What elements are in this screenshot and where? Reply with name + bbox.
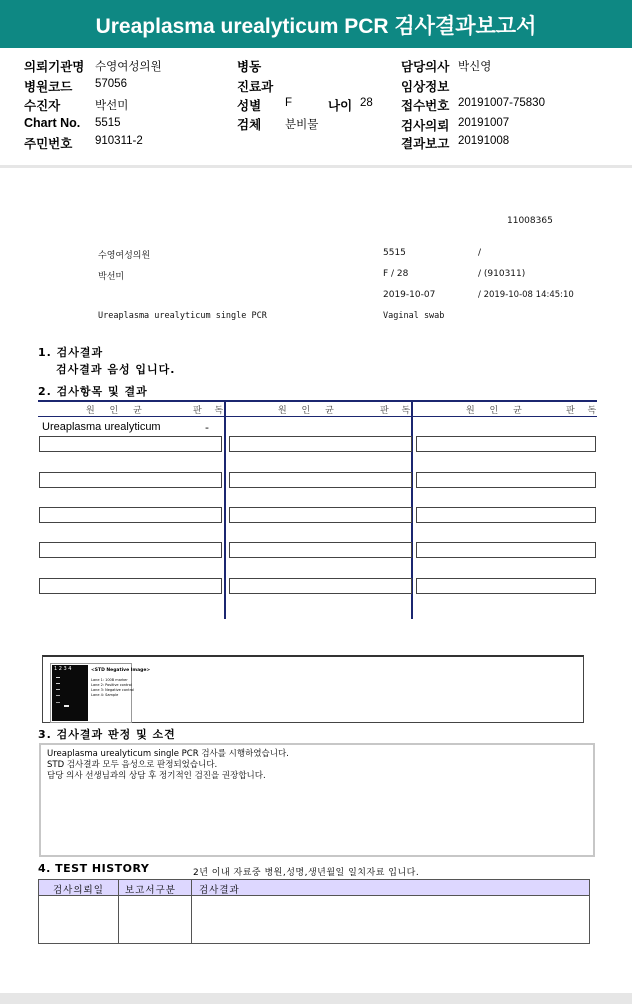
id-label: 주민번호: [24, 137, 73, 151]
gel-lane-2: Lane 2: Positive control: [91, 683, 132, 687]
meta-test: Ureaplasma urealyticum single PCR: [98, 311, 267, 321]
result-box: [229, 436, 412, 452]
meta-specimen: Vaginal swab: [383, 311, 445, 321]
report-date-label: 결과보고: [401, 137, 450, 151]
comment-line-1: Ureaplasma urealyticum single PCR 검사를 시행하였습니다.: [47, 749, 289, 759]
result-box: [39, 507, 222, 523]
result-box: [39, 472, 222, 488]
section-1-title: 1. 검사결과: [38, 346, 104, 359]
footer-bar: [0, 993, 632, 1004]
history-col-result: 검사결과: [199, 885, 240, 896]
result-box: [229, 507, 412, 523]
meta-date1: 2019-10-07: [383, 290, 436, 300]
report-date-value: 20191008: [458, 135, 510, 147]
th-organism-3: 원 인 균: [466, 406, 528, 416]
table-top-rule: [38, 400, 597, 402]
result-box: [416, 507, 596, 523]
meta-clinic: 수영여성의원: [98, 251, 151, 261]
meta-name: 박선미: [98, 272, 125, 282]
chart-value: 5515: [95, 117, 121, 129]
gel-lane-numbers: 1 2 3 4: [54, 666, 72, 672]
doctor-value: 박신영: [458, 61, 492, 73]
result-box: [416, 542, 596, 558]
sex-value: F: [285, 97, 293, 109]
history-col-divider: [118, 880, 119, 943]
meta-chart: 5515: [383, 248, 406, 258]
history-header: [39, 880, 589, 896]
meta-slash: /: [478, 248, 482, 258]
result-box: [39, 542, 222, 558]
section-3-title: 3. 검사결과 판정 및 소견: [38, 728, 176, 741]
gel-band: [56, 689, 60, 690]
history-col-request-date: 검사의뢰일: [53, 885, 104, 896]
table-header-rule: [38, 416, 597, 417]
result-box: [229, 542, 412, 558]
th-result-1: 판 독: [193, 406, 229, 416]
result-box: [416, 436, 596, 452]
hospital-code-value: 57056: [95, 78, 127, 90]
table-col-divider-1: [224, 400, 226, 619]
result-box: [229, 472, 412, 488]
th-result-3: 판 독: [566, 406, 602, 416]
header-divider: [0, 165, 632, 168]
result-box: [416, 578, 596, 594]
id-value: 910311-2: [95, 135, 143, 147]
doctor-label: 담당의사: [401, 60, 450, 74]
specimen-value: 분비물: [285, 119, 319, 131]
age-label: 나이: [328, 99, 353, 113]
receipt-label: 접수번호: [401, 99, 450, 113]
history-note: 2년 이내 자료중 병원,성명,생년월일 일치자료 입니다.: [193, 868, 420, 878]
age-value: 28: [360, 97, 373, 109]
row1-organism: Ureaplasma urealyticum: [42, 421, 161, 433]
institution-value: 수영여성의원: [95, 61, 162, 73]
result-box: [229, 578, 412, 594]
history-table: [38, 879, 590, 944]
section-1-text: 검사결과 음성 입니다.: [56, 363, 176, 376]
th-organism-1: 원 인 균: [86, 406, 148, 416]
th-organism-2: 원 인 균: [278, 406, 340, 416]
hospital-code-label: 병원코드: [24, 80, 73, 94]
th-result-2: 판 독: [380, 406, 416, 416]
meta-date2: / 2019-10-08 14:45:10: [478, 290, 574, 300]
clinical-label: 임상정보: [401, 80, 450, 94]
gel-photo: [52, 665, 88, 721]
result-box: [416, 472, 596, 488]
comment-line-2: STD 검사결과 모두 음성으로 판정되었습니다.: [47, 760, 218, 770]
gel-band: [56, 702, 60, 703]
result-box: [39, 436, 222, 452]
history-col-report-type: 보고서구분: [125, 885, 176, 896]
section-2-title: 2. 검사항목 및 결과: [38, 385, 148, 398]
sex-label: 성별: [237, 99, 262, 113]
comment-line-3: 담당 의사 선생님과의 상담 후 정기적인 검진을 권장합니다.: [47, 771, 266, 781]
meta-sex-age: F / 28: [383, 269, 409, 279]
chart-label: Chart No.: [24, 116, 81, 130]
gel-panel: [42, 655, 584, 723]
row1-result: -: [205, 421, 209, 434]
request-label: 검사의뢰: [401, 119, 450, 133]
gel-lane-3: Lane 3: Negative control: [91, 688, 135, 692]
history-col-divider: [191, 880, 192, 943]
gel-title: <STD Negative Image>: [91, 668, 151, 673]
gel-image: [50, 663, 151, 723]
request-value: 20191007: [458, 117, 510, 129]
gel-lane-1: Lane 1: 100B marker: [91, 678, 128, 682]
specimen-label: 검체: [237, 118, 262, 132]
result-box: [39, 578, 222, 594]
gel-band: [56, 683, 60, 684]
report-code: 11008365: [507, 216, 553, 226]
patient-label: 수진자: [24, 99, 61, 113]
dept-label: 진료과: [237, 80, 274, 94]
section-4-title: 4. TEST HISTORY: [38, 862, 150, 875]
meta-birth: / (910311): [478, 269, 526, 279]
comment-box: [39, 743, 595, 857]
institution-label: 의뢰기관명: [24, 60, 85, 74]
receipt-value: 20191007-75830: [458, 97, 545, 109]
report-title: Ureaplasma urealyticum PCR 검사결과보고서: [95, 15, 537, 38]
patient-value: 박선미: [95, 100, 129, 112]
gel-lane-4: Lane 4: Sample: [91, 693, 119, 697]
title-bar: [0, 0, 632, 48]
gel-band: [64, 705, 69, 707]
gel-band: [56, 677, 60, 678]
gel-band: [56, 695, 60, 696]
ward-label: 병동: [237, 60, 262, 74]
